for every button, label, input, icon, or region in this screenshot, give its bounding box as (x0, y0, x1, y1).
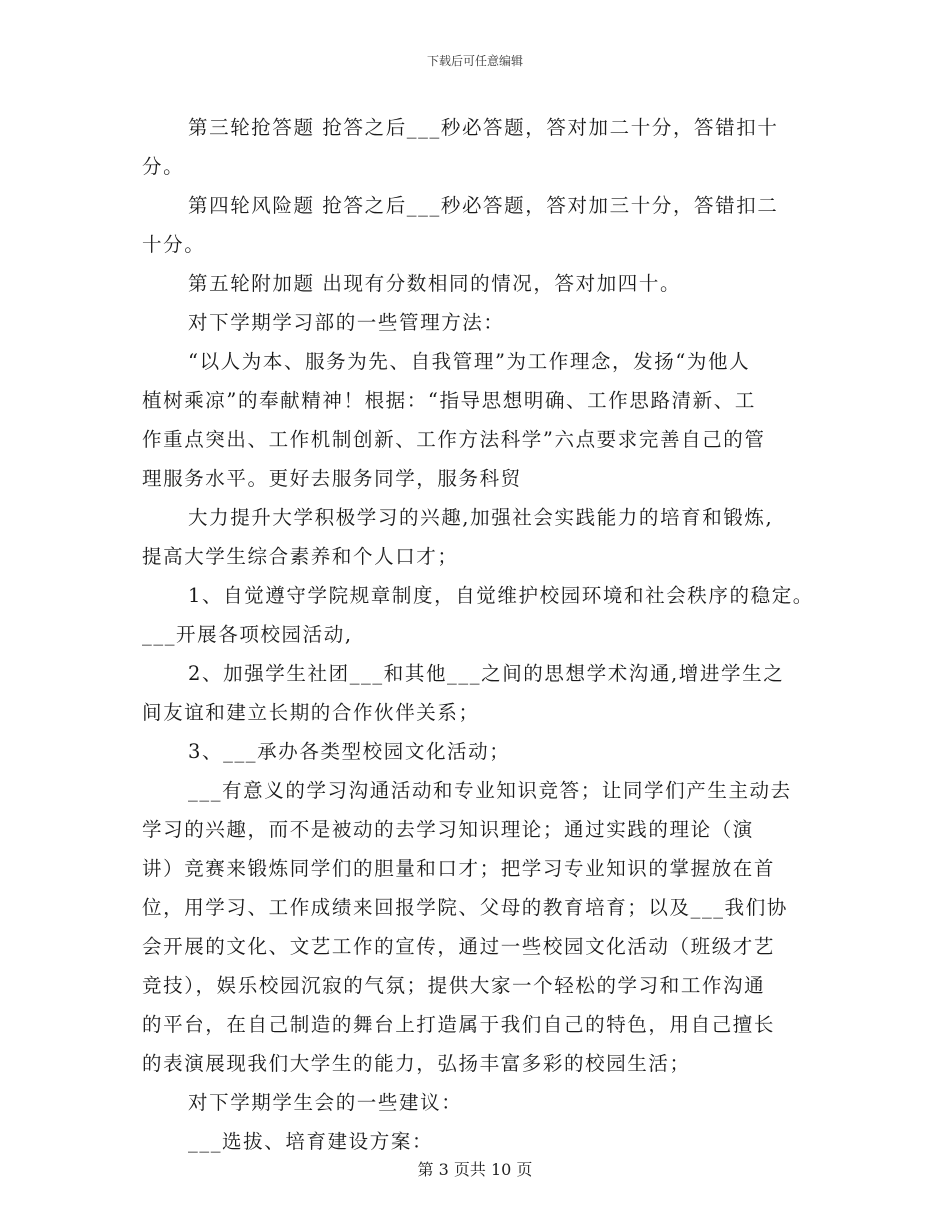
text-line: 第三轮抢答题 抢答之后___秒必答题，答对加二十分，答错扣十 (188, 116, 779, 139)
text-line: 对下学期学习部的一些管理方法： (188, 311, 505, 334)
text-line: 间友谊和建立长期的合作伙伴关系； (142, 701, 480, 724)
document-body (142, 108, 822, 1161)
text-line: “以人为本、服务为先、自我管理”为工作理念，发扬“为他人 (188, 350, 751, 373)
text-line: 第五轮附加题 出现有分数相同的情况，答对加四十。 (188, 272, 682, 295)
text-line: 十分。 (142, 233, 206, 256)
text-line: 分。 (142, 155, 185, 178)
text-line: 大力提升大学积极学习的兴趣,加强社会实践能力的培育和锻炼, (188, 506, 774, 529)
text-line: 竞技），娱乐校园沉寂的气氛；提供大家一个轻松的学习和工作沟通 (142, 974, 766, 997)
text-line: 理服务水平。更好去服务同学，服务科贸 (142, 467, 522, 490)
text-line: 植树乘凉”的奉献精神！根据：“指导思想明确、工作思路清新、工 (142, 389, 756, 412)
text-line: 提高大学生综合素养和个人口才； (142, 545, 459, 568)
text-line: 第四轮风险题 抢答之后___秒必答题，答对加三十分，答错扣二 (188, 194, 779, 217)
text-line: 3、___承办各类型校园文化活动； (188, 740, 511, 763)
page-header: 下载后可任意编辑 (426, 54, 523, 68)
page-footer: 第 3 页共 10 页 (417, 1160, 533, 1179)
text-line: ___选拔、培育建设方案： (188, 1130, 434, 1153)
text-line: ___有意义的学习沟通活动和专业知识竞答；让同学们产生主动去 (188, 779, 792, 802)
text-line: 1、自觉遵守学院规章制度，自觉维护校园环境和社会秩序的稳定。 (188, 584, 814, 607)
text-line: 对下学期学生会的一些建议： (188, 1091, 463, 1114)
text-line: 会开展的文化、文艺工作的宣传，通过一些校园文化活动（班级才艺 (142, 935, 776, 958)
text-line: 作重点突出、工作机制创新、工作方法科学”六点要求完善自己的管 (142, 428, 766, 451)
text-line: ___开展各项校园活动, (142, 623, 353, 646)
text-line: 学习的兴趣，而不是被动的去学习知识理论；通过实践的理论（演 (142, 818, 754, 841)
text-line: 的表演展现我们大学生的能力，弘扬丰富多彩的校园生活； (142, 1052, 691, 1075)
text-line: 位，用学习、工作成绩来回报学院、父母的教育培育；以及___我们协 (142, 896, 788, 919)
text-line: 2、加强学生社团___和其他___之间的思想学术沟通,增进学生之 (188, 662, 785, 685)
text-line: 讲）竞赛来锻炼同学们的胆量和口才；把学习专业知识的掌握放在首 (142, 857, 776, 880)
text-line: 的平台，在自己制造的舞台上打造属于我们自己的特色，用自己擅长 (142, 1013, 776, 1036)
